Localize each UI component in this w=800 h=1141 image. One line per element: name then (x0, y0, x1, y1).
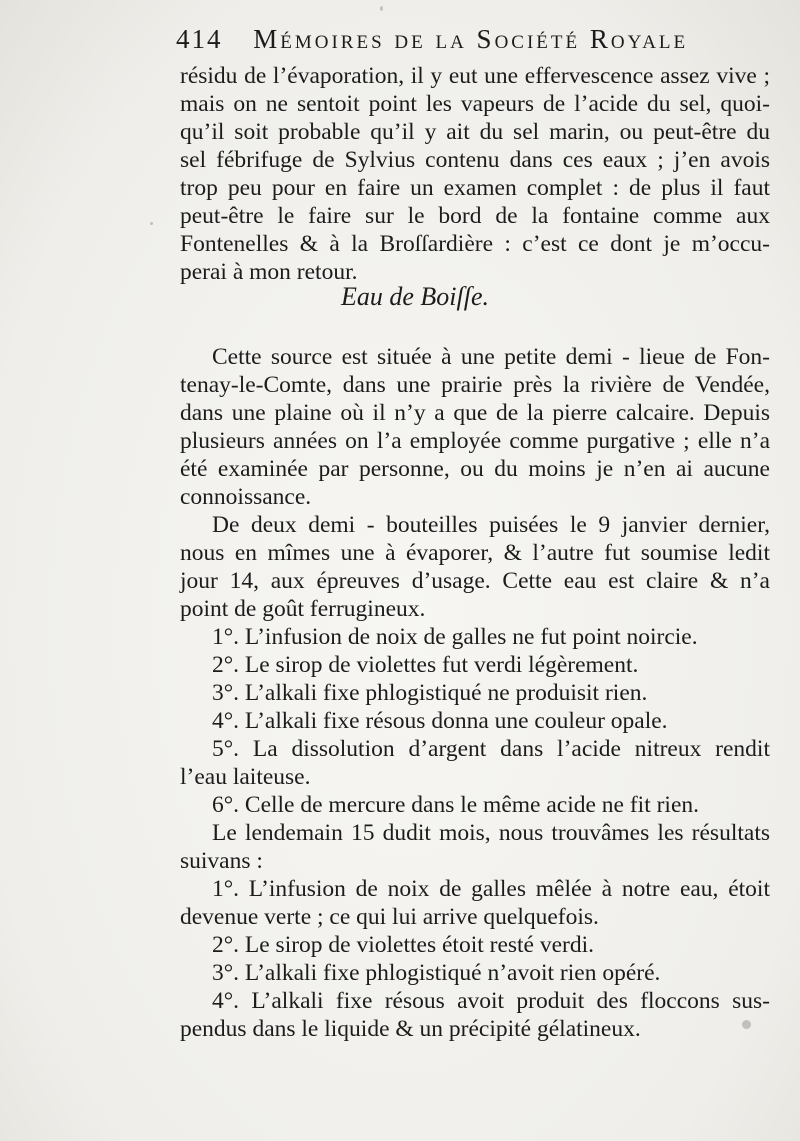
text-line: 5°. La dissolution d’argent dans l’acide nitreux rendit (212, 736, 770, 762)
text-line: trop peu pour en faire un examen complet : de plus il faut (180, 175, 770, 201)
text-line: peut-être le faire sur le bord de la fontaine comme aux (180, 203, 770, 229)
section-body (180, 343, 770, 1043)
text-line: l’eau laiteuse. (180, 764, 311, 790)
paper-speck (150, 222, 153, 225)
running-header (176, 24, 736, 60)
running-title: Mémoires de la Société Royale (253, 24, 689, 54)
text-line: Cette source est située à une petite demi - lieue de Fon- (212, 344, 770, 370)
text-line: dans une plaine où il n’y a que de la pierre calcaire. Depuis (180, 400, 770, 426)
text-line: Fontenelles & à la Broſſardière : c’est ce dont je m’occu- (180, 231, 770, 257)
text-line: 6°. Celle de mercure dans le même acide ne fit rien. (212, 792, 700, 818)
text-line: 4°. L’alkali fixe résous avoit produit des floccons sus- (212, 988, 770, 1014)
text-line: De deux demi - bouteilles puisées le 9 janvier dernier, (212, 512, 770, 538)
text-line: sel fébrifuge de Sylvius contenu dans ces eaux ; j’en avois (180, 147, 770, 173)
text-line: point de goût ferrugineux. (180, 596, 426, 622)
text-line: 2°. Le sirop de violettes étoit resté verdi. (212, 932, 595, 958)
text-line: connoissance. (180, 484, 312, 510)
text-line: 4°. L’alkali fixe résous donna une couleur opale. (212, 708, 668, 734)
section-heading: Eau de Boiſſe. (340, 282, 489, 311)
text-line: mais on ne sentoit point les vapeurs de l’acide du sel, quoi- (180, 91, 770, 117)
text-line: pendus dans le liquide & un précipité gélatineux. (180, 1016, 641, 1042)
text-line: jour 14, aux épreuves d’usage. Cette eau est claire & n’a (180, 568, 770, 594)
page-number: 414 (176, 24, 223, 54)
text-line: 3°. L’alkali fixe phlogistiqué n’avoit rien opéré. (212, 960, 661, 986)
paper-speck (742, 1020, 751, 1029)
text-line: nous en mîmes une à évaporer, & l’autre fut soumise ledit (180, 540, 770, 566)
text-line: 1°. L’infusion de noix de galles mêlée à notre eau, étoit (212, 876, 770, 902)
text-line: été examinée par personne, ou du moins je n’en ai aucune (180, 456, 770, 482)
text-line: devenue verte ; ce qui lui arrive quelquefois. (180, 904, 599, 930)
text-line: qu’il soit probable qu’il y ait du sel marin, ou peut-être du (180, 119, 770, 145)
text-line: perai à mon retour. (180, 259, 358, 285)
text-line: Le lendemain 15 dudit mois, nous trouvâmes les résultats (212, 820, 770, 846)
text-line: 2°. Le sirop de violettes fut verdi légèrement. (212, 652, 639, 678)
text-line: suivans : (180, 848, 263, 874)
paper-speck (380, 6, 383, 11)
text-line: tenay-le-Comte, dans une prairie près la rivière de Vendée, (180, 372, 770, 398)
text-line: plusieurs années on l’a employée comme purgative ; elle n’a (180, 428, 770, 454)
paragraph-continuation (180, 62, 770, 286)
text-line: 1°. L’infusion de noix de galles ne fut point noircie. (212, 624, 698, 650)
text-line: résidu de l’évaporation, il y eut une effervescence assez vive ; (180, 63, 770, 89)
text-line: 3°. L’alkali fixe phlogistiqué ne produisit rien. (212, 680, 648, 706)
